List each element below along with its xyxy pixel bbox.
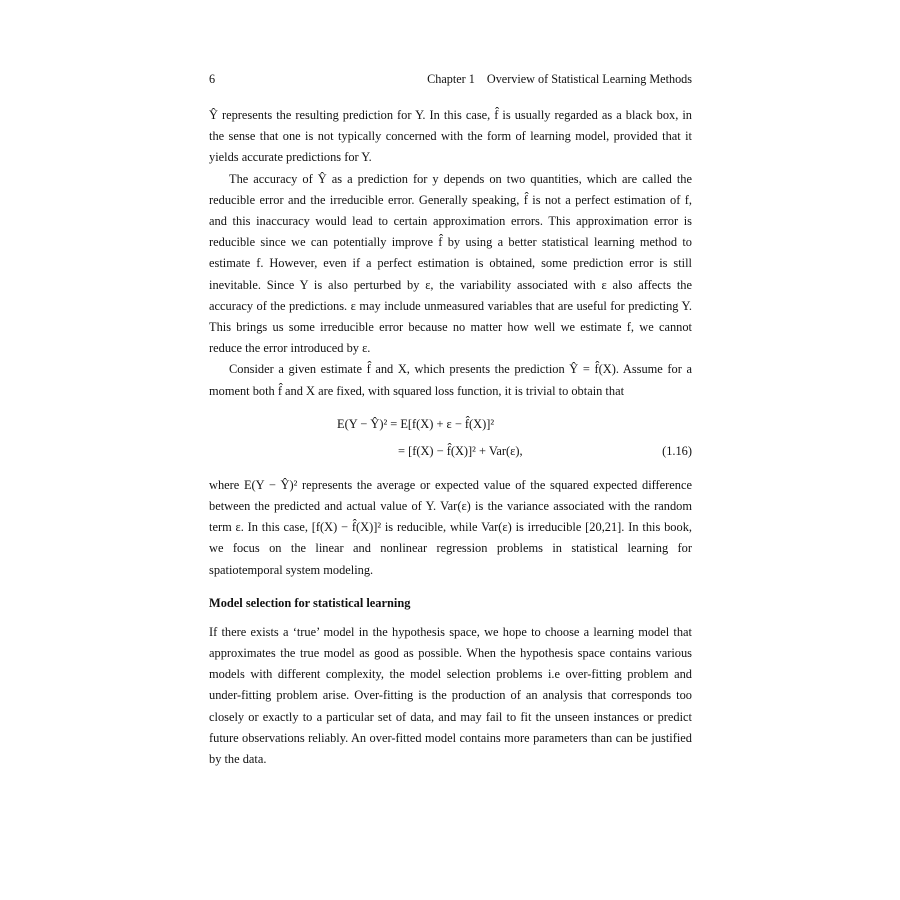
chapter-label: Chapter 1: [427, 72, 475, 86]
equation-1-16: [209, 411, 692, 465]
equation-line-1: E(Y − Ŷ)² = E[f(X) + ε − f̂(X)]²: [337, 416, 495, 431]
page-number: 6: [209, 72, 216, 86]
running-header: [209, 70, 692, 88]
equation-number: (1.16): [662, 443, 692, 458]
paragraph-4: where E(Y − Ŷ)² represents the average or expected value of the squared expected difference between the predicted and actual value of Y. Var(ε) is the variance associated with the random term ε. In this case, [f(X) − f̂(X)]² is reducible, while Var(ε) is irreducible [20,21]. In this book, we focus on the linear and nonlinear regression problems in statistical learning for spatiotemporal system modeling.: [209, 477, 692, 577]
section-heading: Model selection for statistical learning: [209, 595, 411, 610]
equation-line-2: = [f(X) − f̂(X)]² + Var(ε),: [398, 443, 523, 458]
paragraph-3: Consider a given estimate f̂ and X, which presents the prediction Ŷ = f̂(X). Assume for a moment both f̂ and X are fixed, with squared loss function, it is trivial to obtain that: [209, 362, 692, 398]
chapter-title: Overview of Statistical Learning Methods: [486, 72, 692, 86]
chapter-heading: [427, 70, 692, 88]
paragraph-5: If there exists a ‘true’ model in the hypothesis space, we hope to choose a learning model that approximates the true model as good as possible. When the hypothesis space contains various models with different complexity, the model selection problems i.e over-fitting problem and under-fitting problem arise. Over-fitting is the production of an analysis that corresponds too closely or exactly to a particular set of data, and may fail to fit the unseen instances or predict future observations reliably. An over-fitted model contains more parameters than can be justified by the data.: [209, 624, 692, 767]
paragraph-1: Ŷ represents the resulting prediction for Y. In this case, f̂ is usually regarded as a black box, in the sense that one is not typically concerned with the form of learning model, provided that it yields accurate predictions for Y.: [209, 108, 692, 165]
paragraph-2: The accuracy of Ŷ as a prediction for y depends on two quantities, which are called the reducible error and the irreducible error. Generally speaking, f̂ is not a perfect estimation of f, and this inaccuracy would lead to certain approximation errors. This approximation error is reducible since we can potentially improve f̂ by using a better statistical learning method to estimate f. However, even if a perfect estimation is obtained, some prediction error is still inevitable. Since Y is also perturbed by ε, the variability associated with ε also affects the accuracy of the predictions. ε may include unmeasured variables that are useful for predicting Y. This brings us some irreducible error because no matter how well we estimate f, we cannot reduce the error introduced by ε.: [209, 171, 692, 356]
page-body: [209, 70, 692, 770]
